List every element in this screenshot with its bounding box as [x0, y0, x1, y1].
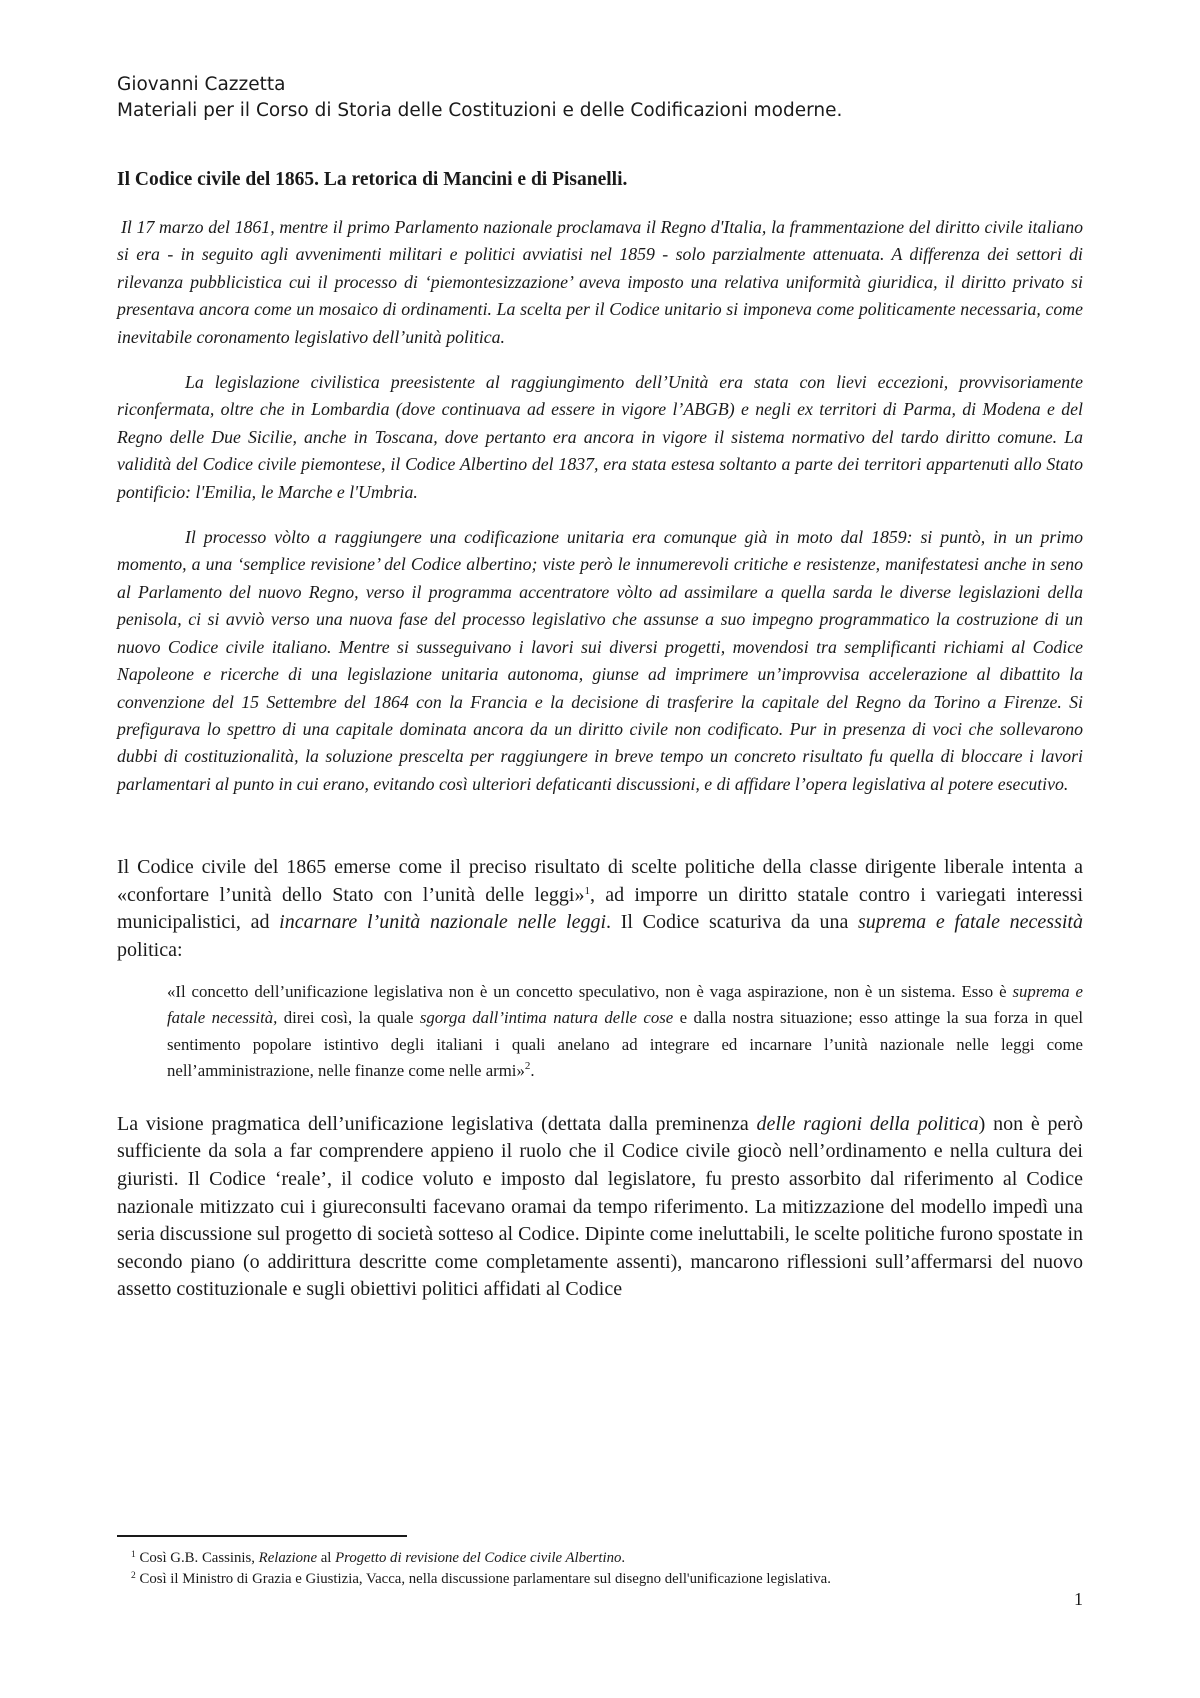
- footnote-marker: 2: [131, 1571, 136, 1581]
- emphasis-text: sgorga dall’intima natura delle cose: [419, 1008, 674, 1028]
- body-paragraph-2: [117, 1111, 1083, 1304]
- footnote-text: .: [621, 1550, 626, 1566]
- footnote-2: [117, 1569, 1083, 1590]
- introduction-italic: [117, 214, 1083, 798]
- emphasis-text: suprema e fatale necessità: [858, 911, 1083, 934]
- footnotes: [117, 1548, 1083, 1590]
- footnote-text: al: [317, 1550, 336, 1566]
- quote-segment: .: [530, 1061, 535, 1081]
- body-text-segment: ) non è però sufficiente da sola a far comprendere appieno il ruolo che il Codice civile giocò nell’ordinamento e nella cultura dei giuristi. Il Codice ‘reale’, il codice voluto e imposto dal legislatore, fu presto assorbito dal riferimento al Codice nazionale mitizzato cui i giureconsulti facevano oramai da tempo riferimento. La mitizzazione del modello impedì una seria discussione sul progetto di società sotteso al Codice. Dipinte come ineluttabili, le scelte politiche furono spostate in secondo piano (o addirittura descritte come completamente assenti), mancarono riflessioni sull’affermarsi del nuovo assetto costituzionale e sugli obiettivi politici affidati al Codice: [117, 1112, 1084, 1301]
- document-title: Il Codice civile del 1865. La retorica di Mancini e di Pisanelli.: [117, 169, 628, 190]
- course-title: Materiali per il Corso di Storia delle Costituzioni e delle Codificazioni moderne.: [117, 100, 843, 121]
- footnote-text: Così G.B. Cassinis,: [135, 1550, 259, 1566]
- footnote-1: [117, 1548, 1083, 1569]
- body-text-segment: politica:: [117, 938, 183, 961]
- emphasis-text: suprema e fatale necessità,: [167, 981, 1083, 1028]
- emphasis-text: Progetto di revisione del Codice civile Albertino: [335, 1550, 622, 1566]
- intro-paragraph-1: Il 17 marzo del 1861, mentre il primo Parlamento nazionale proclamava il Regno d'Italia, la frammentazione del diritto civile italiano si era - in seguito agli avvenimenti militari e politici avviatisi nel 1859 - solo parzialmente attenuata. A differenza dei settori di rilevanza pubblicistica cui il processo di ‘piemontesizzazione’ aveva imposto una relativa uniformità giuridica, il diritto privato si presentava ancora come un mosaico di ordinamenti. La scelta per il Codice unitario si imponeva come politicamente necessaria, come inevitabile coronamento legislativo dell’unità politica.: [117, 217, 1083, 347]
- body-text-segment: , ad imporre un diritto statale contro i variegati interessi municipalistici, ad: [117, 883, 1084, 934]
- intro-paragraph-3: Il processo vòlto a raggiungere una codificazione unitaria era comunque già in moto dal 1859: si puntò, in un primo momento, a una ‘semplice revisione’ del Codice albertino; viste però le innumerevoli critiche e resistenze, manifestatesi anche in seno al Parlamento del nuovo Regno, verso il programma accentratore vòlto ad assimilare a quella sarda le diverse legislazioni della penisola, ci si avviò verso una nuova fase del processo legislativo che assunse a suo impegno programmatico la costruzione di un nuovo Codice civile italiano. Mentre si susseguivano i lavori sui diversi progetti, movendosi tra semplificanti richiami al Codice Napoleone e ricerche di una legislazione unitaria autonoma, giunse ad imprimere un’improvvisa accelerazione al dibattito la convenzione del 15 Settembre del 1864 con la Francia e la decisione di trasferire la capitale del Regno da Torino a Firenze. Si prefigurava lo spettro di una capitale dominata ancora da un diritto civile non codificato. Pur in presenza di voci che sollevarono dubbi di costituzionalità, la soluzione prescelta per raggiungere in breve tempo un concreto risultato fu quella di bloccare i lavori parlamentari al punto in cui erano, evitando così ulteriori defaticanti discussioni, e di affidare l’opera legislativa al potere esecutivo.: [117, 527, 1083, 794]
- footnote-marker: 1: [131, 1550, 136, 1560]
- quote-segment: «Il concetto dell’unificazione legislativa non è un concetto speculativo, non è vaga aspirazione, non è un sistema. Esso è: [167, 981, 1013, 1001]
- footnote-separator: [117, 1535, 407, 1537]
- body-text-segment: La visione pragmatica dell’unificazione legislativa (dettata dalla preminenza: [117, 1112, 757, 1135]
- quote-text: [167, 979, 1083, 1085]
- body-text-segment: Il Codice civile del 1865 emerse come il preciso risultato di scelte politiche della classe dirigente liberale intenta a «confortare l’unità dello Stato con l’unità delle leggi»: [117, 856, 1083, 906]
- block-quote: [167, 979, 1083, 1085]
- footnote-text: Così il Ministro di Grazia e Giustizia, Vacca, nella discussione parlamentare sul disegno dell'unificazione legislativa.: [135, 1571, 831, 1587]
- author-name: Giovanni Cazzetta: [117, 74, 286, 95]
- quote-segment: e dalla nostra situazione; esso attinge la sua forza in quel sentimento popolare istintivo degli italiani i quali anelano ad integrare ed incarnare l’unità nazionale nelle leggi come nell’amministrazione, nelle finanze come nelle armi»: [167, 1008, 1083, 1081]
- footnote-ref-2[interactable]: 2: [524, 1060, 531, 1073]
- intro-paragraph-2: La legislazione civilistica preesistente al raggiungimento dell’Unità era stata con lievi eccezioni, provvisoriamente riconfermata, oltre che in Lombardia (dove continuava ad essere in vigore l’ABGB) e negli ex territori di Parma, di Modena e del Regno delle Due Sicilie, anche in Toscana, dove pertanto era ancora in vigore il sistema normativo del tardo diritto comune. La validità del Codice civile piemontese, il Codice Albertino del 1837, era stata estesa soltanto a parte dei territori appartenuti allo Stato pontificio: l'Emilia, le Marche e l'Umbria.: [117, 372, 1083, 502]
- page-number: 1: [1074, 1589, 1083, 1609]
- footnote-ref-1[interactable]: 1: [584, 884, 590, 897]
- emphasis-text: Relazione: [258, 1550, 318, 1566]
- page-content: [117, 72, 1083, 1304]
- emphasis-text: incarnare l’unità nazionale nelle leggi: [279, 911, 607, 934]
- emphasis-text: delle ragioni della politica: [756, 1112, 979, 1135]
- quote-segment: direi così, la quale: [277, 1008, 420, 1028]
- body-paragraph-1: [117, 854, 1083, 964]
- body-text-segment: . Il Codice scaturiva da una: [606, 911, 859, 934]
